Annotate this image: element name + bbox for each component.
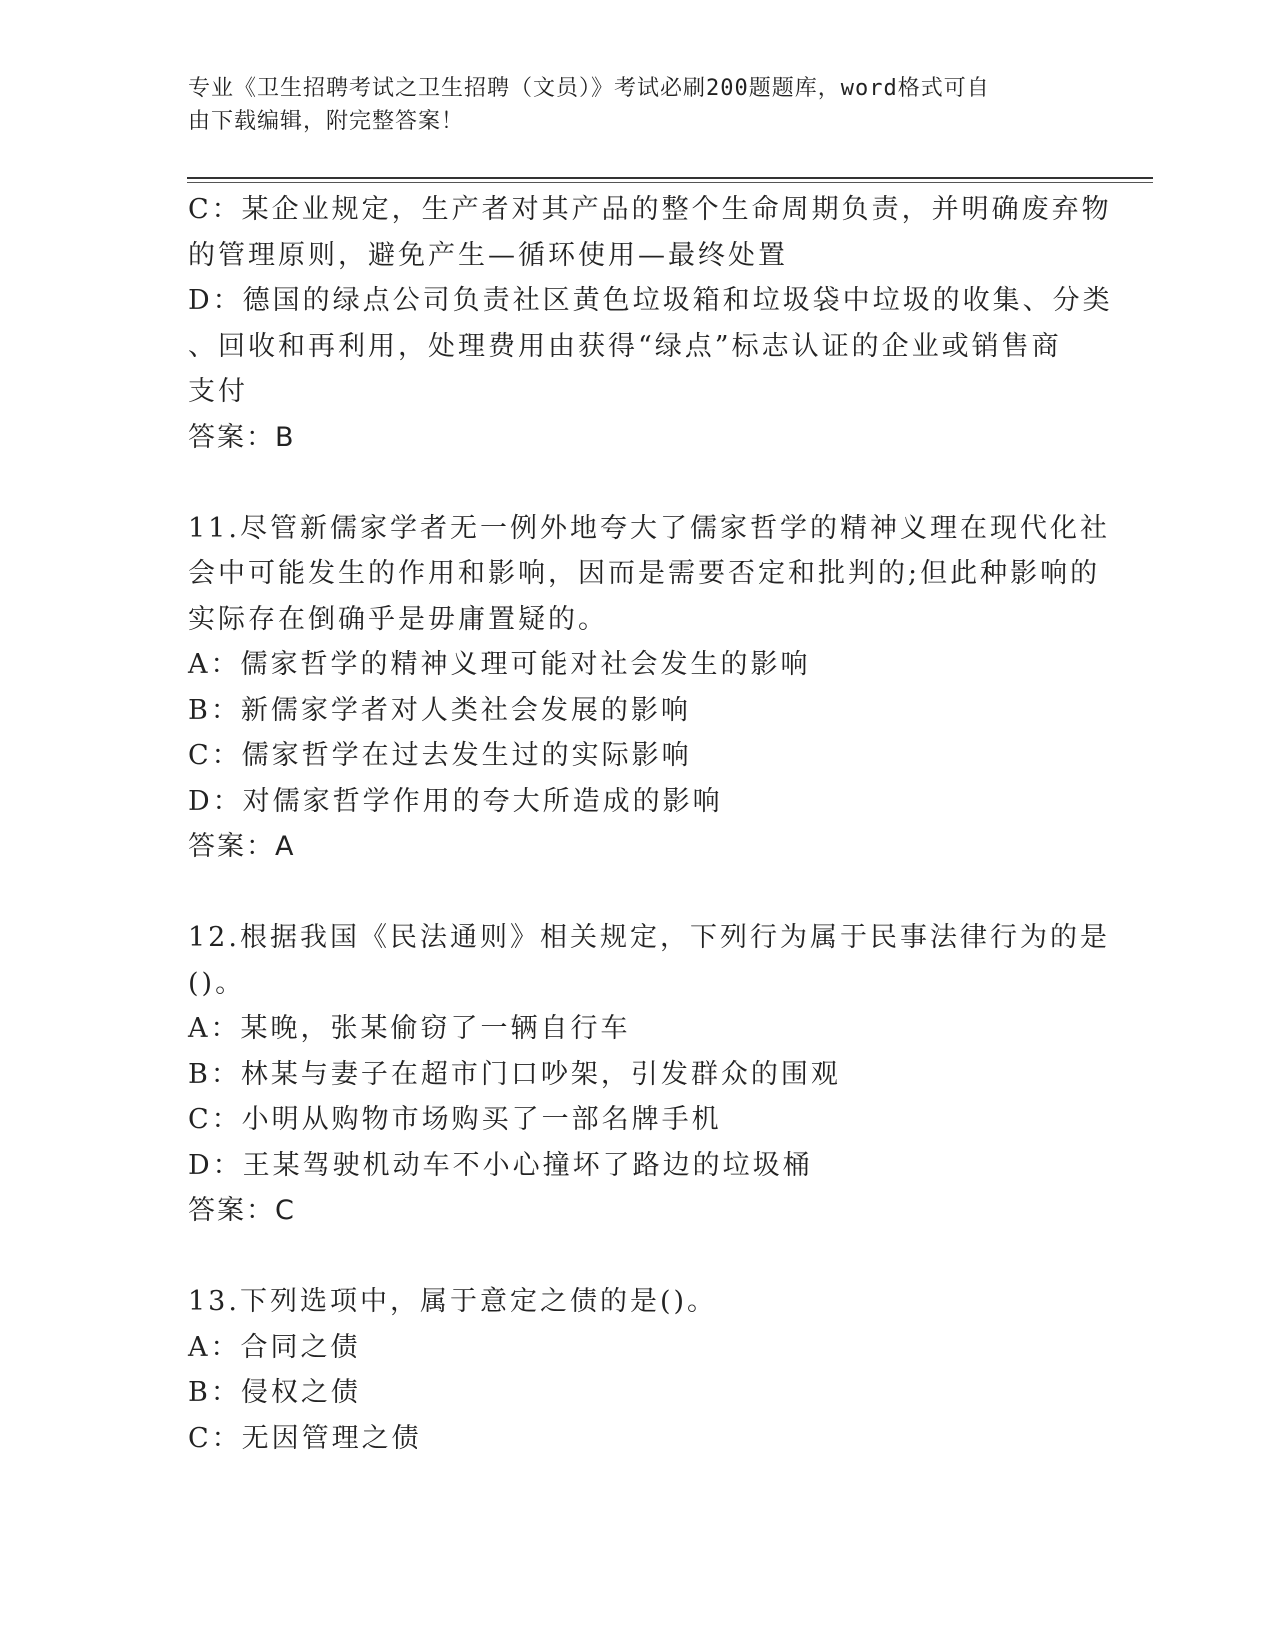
option-d-line: 、回收和再利用，处理费用由获得“绿点”标志认证的企业或销售商 [188, 330, 1062, 362]
option-c-line: 的管理原则，避免产生—循环使用—最终处置 [188, 239, 788, 271]
spacer [188, 870, 1088, 916]
header-line-2: 由下载编辑，附完整答案！ [188, 109, 465, 134]
question-10-tail [188, 187, 1113, 460]
option-c-line: C：某企业规定，生产者对其产品的整个生命周期负责，并明确废弃物 [188, 194, 1112, 225]
option-b: B：林某与妻子在超市门口吵架，引发群众的围观 [188, 1058, 841, 1090]
question-13 [188, 1279, 1088, 1461]
document-header [188, 72, 1068, 138]
question-11 [188, 506, 1110, 870]
option-c: C：小明从购物市场购买了一部名牌手机 [188, 1104, 722, 1135]
option-a: A：儒家哲学的精神义理可能对社会发生的影响 [188, 649, 811, 680]
spacer [188, 460, 1088, 506]
option-a: A：某晚，张某偷窃了一辆自行车 [188, 1013, 631, 1044]
answer-label: 答案：C [188, 1195, 296, 1226]
question-12 [188, 915, 1110, 1234]
question-stem-line: 实际存在倒确乎是毋庸置疑的。 [188, 603, 608, 635]
option-d: D：王某驾驶机动车不小心撞坏了路边的垃圾桶 [188, 1149, 813, 1181]
question-stem-line: 11.尽管新儒家学者无一例外地夸大了儒家哲学的精神义理在现代化社 [188, 512, 1110, 544]
option-d-line: D：德国的绿点公司负责社区黄色垃圾箱和垃圾袋中垃圾的收集、分类 [188, 285, 1113, 316]
option-c: C：无因管理之债 [188, 1422, 422, 1454]
answer-label: 答案：B [188, 421, 296, 453]
option-c: C：儒家哲学在过去发生过的实际影响 [188, 740, 692, 771]
question-stem-line: ()。 [188, 967, 246, 999]
header-line-1: 专业《卫生招聘考试之卫生招聘（文员）》考试必刷200题题库，word格式可自 [188, 76, 990, 101]
question-content [188, 187, 1113, 1461]
question-stem-line: 13.下列选项中，属于意定之债的是()。 [188, 1286, 718, 1317]
option-d: D：对儒家哲学作用的夸大所造成的影响 [188, 785, 723, 817]
header-divider-thick [187, 177, 1153, 179]
header-divider-thin [187, 182, 1153, 183]
option-b: B：侵权之债 [188, 1377, 361, 1408]
spacer [188, 1234, 1088, 1280]
option-d-line: 支付 [188, 376, 248, 407]
option-b: B：新儒家学者对人类社会发展的影响 [188, 694, 691, 726]
question-stem-line: 会中可能发生的作用和影响，因而是需要否定和批判的;但此种影响的 [188, 558, 1101, 589]
option-a: A：合同之债 [188, 1331, 361, 1363]
question-stem-line: 12.根据我国《民法通则》相关规定，下列行为属于民事法律行为的是 [188, 922, 1110, 953]
answer-label: 答案：A [188, 831, 296, 862]
